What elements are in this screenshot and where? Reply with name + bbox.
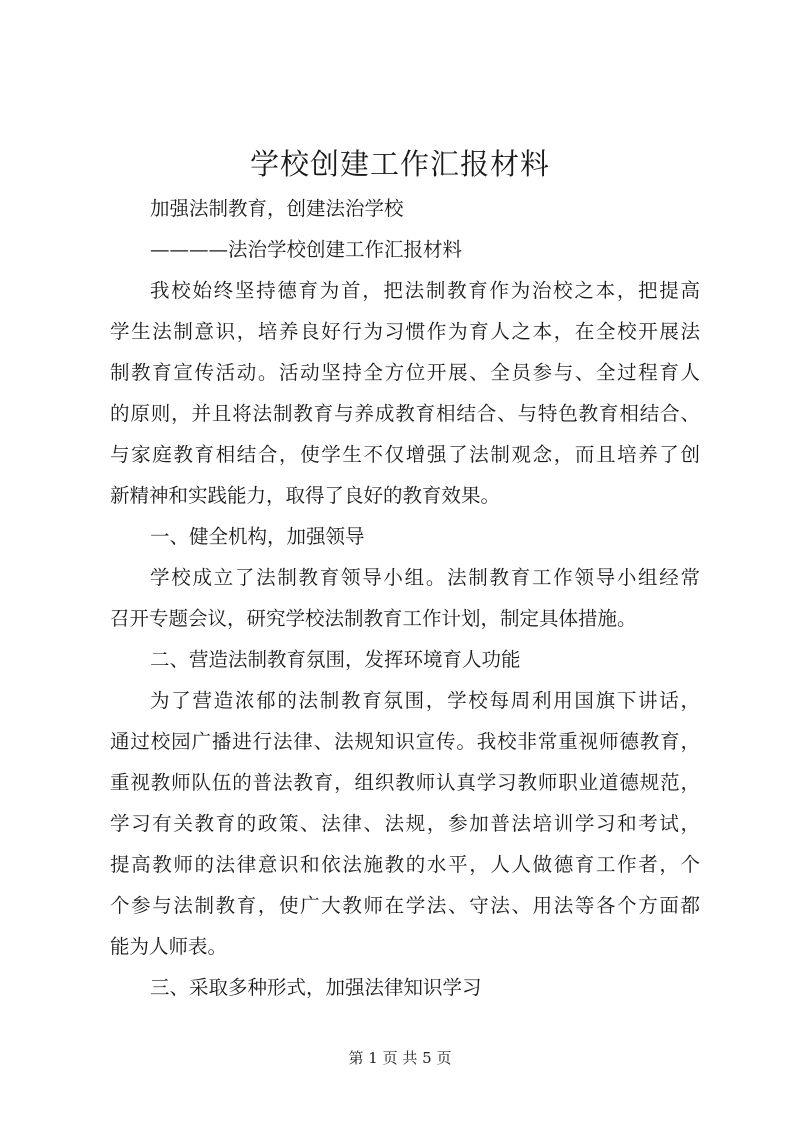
paragraph-line: 能为人师表。 <box>110 935 228 958</box>
paragraph-line: 新精神和实践能力，取得了良好的教育效果。 <box>110 484 501 507</box>
paragraph-line: 的原则，并且将法制教育与养成教育相结合、与特色教育相结合、 <box>110 402 700 425</box>
paragraph-line: 重视教师队伍的普法教育，组织教师认真学习教师职业道德规范， <box>110 771 700 794</box>
paragraph-line: 我校始终坚持德育为首，把法制教育作为治校之本，把提高 <box>150 279 700 302</box>
document-title: 学校创建工作汇报材料 <box>249 147 550 181</box>
paragraph-line: 学校成立了法制教育领导小组。法制教育工作领导小组经常 <box>150 566 700 589</box>
paragraph-line: 通过校园广播进行法律、法规知识宣传。我校非常重视师德教育， <box>110 730 700 753</box>
paragraph-line: 学生法制意识，培养良好行为习惯作为育人之本，在全校开展法 <box>110 320 700 343</box>
paragraph-line: 个参与法制教育，使广大教师在学法、守法、用法等各个方面都 <box>110 894 700 917</box>
paragraph-line: 制教育宣传活动。活动坚持全方位开展、全员参与、全过程育人 <box>110 361 700 384</box>
paragraph-line: 召开专题会议，研究学校法制教育工作计划，制定具体措施。 <box>110 607 637 630</box>
section-heading: 一、健全机构，加强领导 <box>150 525 365 548</box>
paragraph-line: 提高教师的法律意识和依法施教的水平，人人做德育工作者，个 <box>110 853 700 876</box>
section-heading: 二、营造法制教育氛围，发挥环境育人功能 <box>150 648 521 671</box>
paragraph-line: 学习有关教育的政策、法律、法规，参加普法培训学习和考试， <box>110 812 700 835</box>
paragraph-line: 与家庭教育相结合，使学生不仅增强了法制观念，而且培养了创 <box>110 443 700 466</box>
page-footer: 第 1 页 共 5 页 <box>348 1049 452 1067</box>
paragraph-line: 为了营造浓郁的法制教育氛围，学校每周利用国旗下讲话， <box>150 689 700 712</box>
subtitle: 加强法制教育，创建法治学校 <box>150 197 404 220</box>
section-heading: 三、采取多种形式，加强法律知识学习 <box>150 976 482 999</box>
subtitle-secondary: ————法治学校创建工作汇报材料 <box>150 238 463 261</box>
